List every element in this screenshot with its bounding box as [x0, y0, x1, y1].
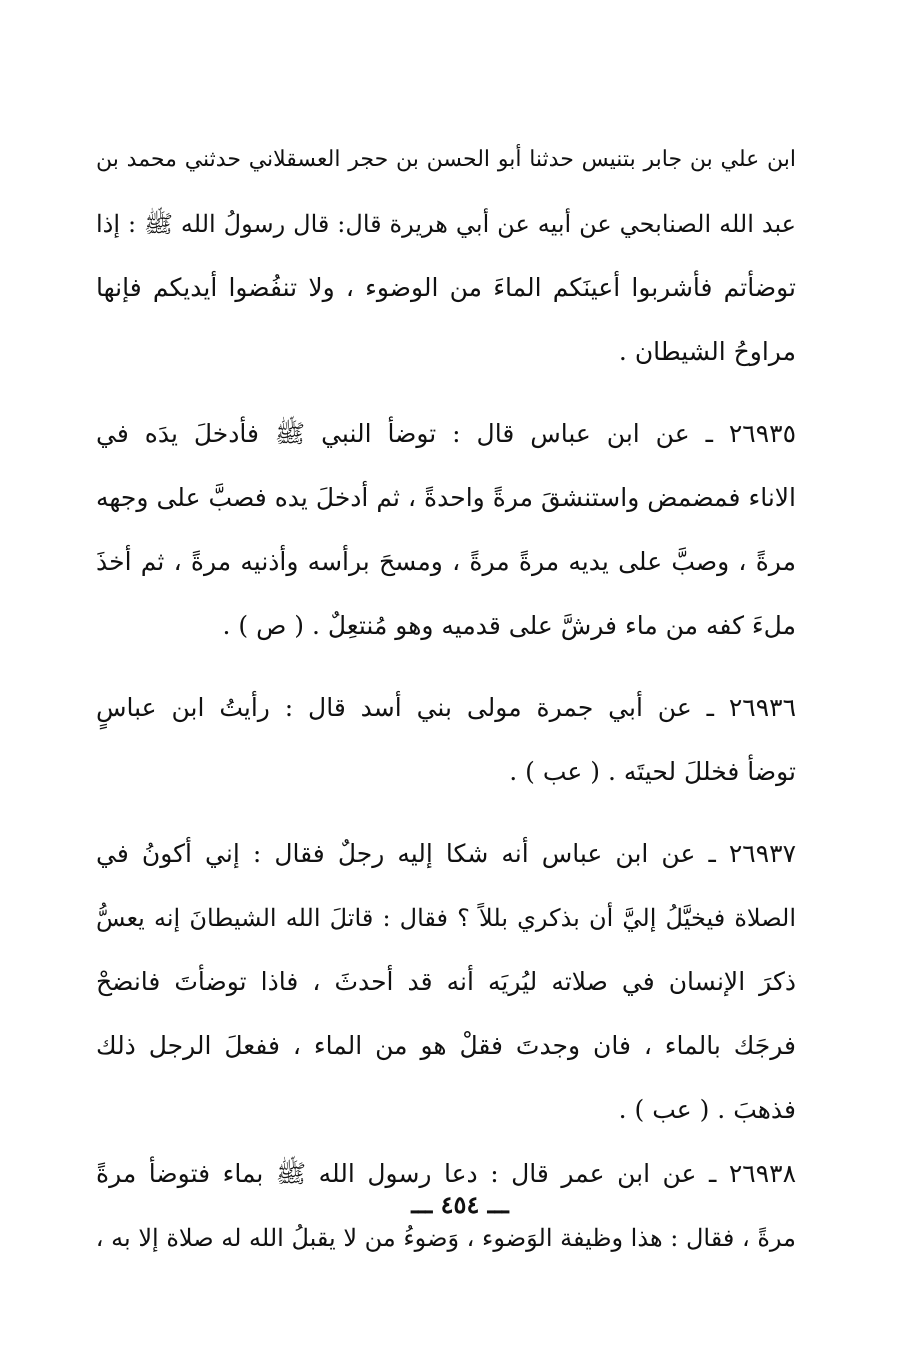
entry-26935: [96, 402, 796, 658]
text-line: الصلاة فيخيَّلُ إليَّ أن بذكري بللاً ؟ فقال : قاتلَ الله الشيطانَ إنه يعسُّ: [96, 904, 796, 932]
text-line: ملءَ كفه من ماء فرشَّ على قدميه وهو مُنتعِلٌ . ( ص ) .: [222, 611, 796, 640]
text-line: توضأ فخللَ لحيتَه . ( عب ) .: [509, 757, 796, 786]
text-line: ٢٦٩٣٧ ـ عن ابن عباس أنه شكا إليه رجلٌ فقال : إني أكونُ في: [96, 839, 796, 868]
page-body: [96, 128, 796, 1270]
text-line: مرةً ، فقال : هذا وظيفة الوَضوء ، وَضوءُ من لا يقبلُ الله له صلاة إلا به ،: [96, 1224, 796, 1252]
text-line: ٢٦٩٣٥ ـ عن ابن عباس قال : توضأ النبي ﷺ فأدخلَ يدَه في: [96, 419, 796, 448]
text-line: ذكرَ الإنسان في صلاته ليُريَه أنه قد أحدثَ ، فاذا توضأتَ فانضحْ: [96, 967, 796, 996]
text-line: توضأتم فأشربوا أعينَكم الماءَ من الوضوء ، ولا تنفُضوا أيديكم فإنها: [96, 273, 796, 302]
text-line: الاناء فمضمض واستنشقَ مرةً واحدةً ، ثم أدخلَ يده فصبَّ على وجهه: [96, 483, 796, 512]
entry-26936: [96, 676, 796, 804]
text-line: ٢٦٩٣٨ ـ عن ابن عمر قال : دعا رسول الله ﷺ بماء فتوضأ مرةً: [96, 1159, 796, 1188]
entry-26937: [96, 822, 796, 1142]
text-line: ابن علي بن جابر بتنيس حدثنا أبو الحسن بن حجر العسقلاني حدثني محمد بن: [96, 147, 796, 172]
entry-continuation: [96, 128, 796, 384]
text-line: ٢٦٩٣٦ ـ عن أبي جمرة مولى بني أسد قال : رأيتُ ابن عباسٍ: [96, 693, 796, 722]
page-number: ـــ ٤٥٤ ـــ: [411, 1190, 509, 1219]
text-line: فرجَك بالماء ، فان وجدتَ فقلْ هو من الماء ، ففعلَ الرجل ذلك: [96, 1031, 796, 1060]
text-line: مراوحُ الشيطان .: [618, 337, 796, 366]
text-line: عبد الله الصنابحي عن أبيه عن أبي هريرة قال: قال رسولُ الله ﷺ : إذا: [96, 210, 796, 238]
text-line: مرةً ، وصبَّ على يديه مرةً مرةً ، ومسحَ برأسه وأذنيه مرةً ، ثم أخذَ: [96, 547, 796, 576]
text-line: فذهبَ . ( عب ) .: [618, 1095, 796, 1124]
